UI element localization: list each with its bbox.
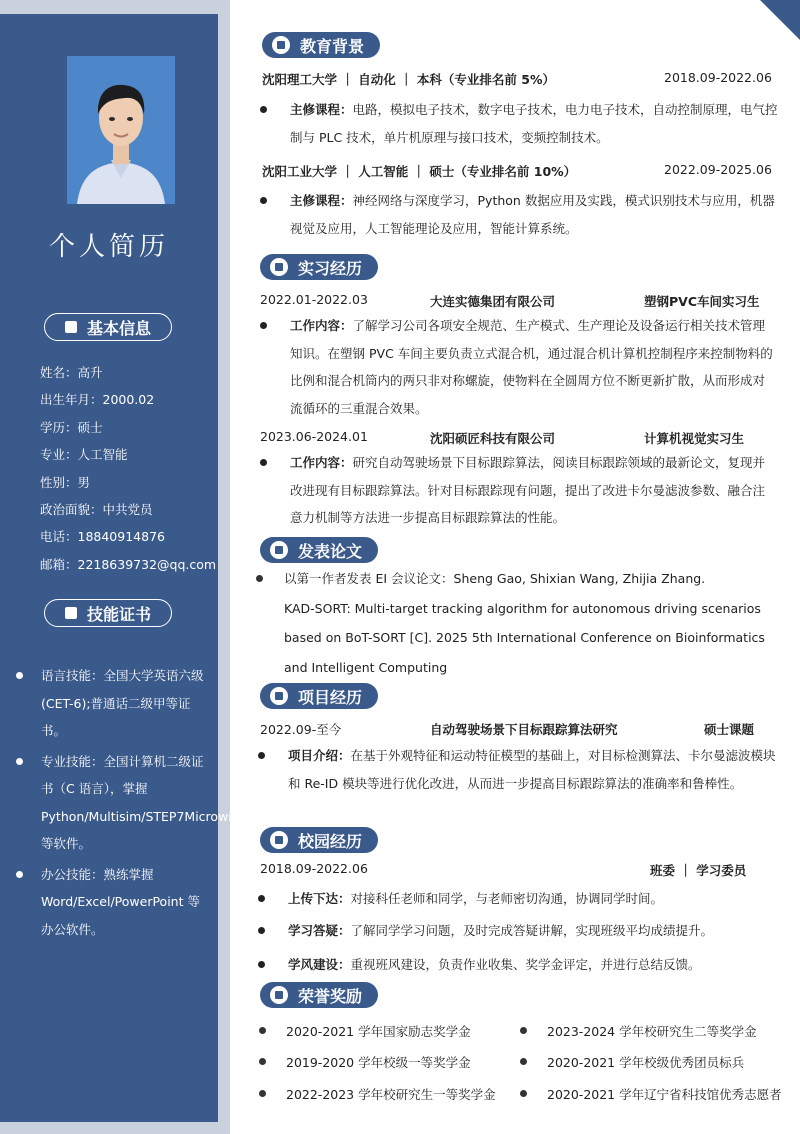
basic-info-list: [40, 359, 217, 578]
paper-line-2: KAD-SORT: Multi-target tracking algorithm for autonomous driving scenarios: [284, 600, 761, 616]
skills-list: [14, 662, 240, 946]
skill-item-office: 办公技能：熟练掌握 Word/Excel/PowerPoint 等办公软件。: [14, 861, 208, 944]
honor-left-2: 2019-2020 学年校级一等奖学金: [286, 1053, 471, 1071]
internship-date-2: 2023.06-2024.01: [260, 429, 368, 444]
internship-role-2: 计算机视觉实习生: [644, 431, 745, 446]
skill-item-language: 语言技能：全国大学英语六级(CET-6);普通话二级甲等证书。: [14, 662, 208, 745]
paper-line-1: 以第一作者发表 EI 会议论文：Sheng Gao, Shixian Wang, Zhijia Zhang.: [284, 571, 706, 586]
info-degree: 学历：硕士: [40, 419, 103, 435]
basic-info-heading-label: 基本信息: [86, 318, 151, 338]
campus-date: 2018.09-2022.06: [260, 861, 368, 876]
campus-role: 班委 ｜ 学习委员: [650, 863, 747, 878]
pen-icon: [270, 541, 288, 559]
certificate-icon: [65, 607, 77, 619]
basic-info-heading: [44, 313, 172, 341]
internship-date-1: 2022.01-2022.03: [260, 292, 368, 307]
project-type: 硕士课题: [704, 722, 755, 737]
campus-item-1: 上传下达：对接科任老师和同学，与老师密切沟通，协调同学时间。: [288, 885, 778, 913]
info-phone: 电话：18840914876: [40, 529, 165, 545]
trophy-icon: [270, 986, 288, 1004]
project-content: 项目介绍：在基于外观特征和运动特征模型的基础上，对目标检测算法、卡尔曼滤波模块和 Re-ID 模块等进行优化改进，从而进一步提高目标跟踪算法的准确率和鲁棒性。: [288, 742, 778, 797]
campus-item-2: 学习答疑：了解同学学习问题，及时完成答疑讲解，实现班级平均成绩提升。: [288, 917, 778, 945]
info-birth: 出生年月：2000.02: [40, 392, 155, 408]
info-major: 专业：人工智能: [40, 447, 128, 463]
paper-content: [284, 564, 794, 682]
project-heading: 项目经历: [260, 683, 378, 709]
internship-content-1: 工作内容：了解学习公司各项安全规范、生产模式、生产理论及设备运行相关技术管理知识。在塑钢 PVC 车间主要负责立式混合机，通过混合机计算机控制程序来控制物料的比例和混合机筒内的两只非对称螺旋，使物料在全圆周方位不断更新扩散，从而形成对流循环的三重混合效果。: [290, 312, 775, 422]
honor-right-3: 2020-2021 学年辽宁省科技馆优秀志愿者: [547, 1085, 782, 1103]
honor-left-1: 2020-2021 学年国家励志奖学金: [286, 1022, 471, 1040]
book-icon: [272, 36, 290, 54]
info-political: 政治面貌：中共党员: [40, 502, 153, 518]
education-courses-2: 主修课程：神经网络与深度学习，Python 数据应用及实践，模式识别技术与应用，机器视觉及应用，人工智能理论及应用，智能计算系统。: [290, 187, 780, 242]
layers-icon: [270, 831, 288, 849]
project-date: 2022.09-至今: [260, 722, 342, 737]
info-email: 邮箱：2218639732@qq.com: [40, 556, 217, 572]
project-name: 自动驾驶场景下目标跟踪算法研究: [430, 722, 618, 737]
internship-role-1: 塑钢PVC车间实习生: [644, 294, 760, 309]
internship-company-1: 大连实德集团有限公司: [430, 294, 556, 309]
honor-left-3: 2022-2023 学年校研究生一等奖学金: [286, 1085, 496, 1103]
paper-line-4: and Intelligent Computing: [284, 659, 448, 675]
briefcase-icon: [270, 258, 288, 276]
honor-right-1: 2023-2024 学年校研究生二等奖学金: [547, 1022, 757, 1040]
education-date-2: 2022.09-2025.06: [664, 162, 772, 177]
internship-company-2: 沈阳硕匠科技有限公司: [430, 431, 556, 446]
paper-heading: 发表论文: [260, 537, 378, 563]
resume-title: 个人简历: [48, 232, 169, 262]
skills-heading-label: 技能证书: [86, 604, 151, 624]
sidebar: [0, 14, 240, 1122]
internship-heading: 实习经历: [260, 254, 378, 280]
education-courses-1: 主修课程：电路，模拟电子技术，数字电子技术，电力电子技术，自动控制原理，电气控制与 PLC 技术，单片机原理与接口技术，变频控制技术。: [290, 96, 780, 151]
honors-heading: 荣誉奖励: [260, 982, 378, 1008]
skills-heading: [44, 599, 172, 627]
profile-photo: [67, 56, 175, 204]
corner-decoration: [730, 0, 800, 70]
education-school-2: 沈阳工业大学 ｜ 人工智能 ｜ 硕士（专业排名前 10%）: [262, 164, 577, 179]
id-card-icon: [65, 321, 77, 333]
internship-content-2: 工作内容：研究自动驾驶场景下目标跟踪算法，阅读目标跟踪领域的最新论文，复现并改进现有目标跟踪算法。针对目标跟踪现有问题，提出了改进卡尔曼滤波参数、融合注意力机制等方法进一步提高目标跟踪算法的性能。: [290, 449, 775, 532]
edit-icon: [270, 687, 288, 705]
info-name: 姓名：高升: [40, 365, 103, 380]
campus-item-3: 学风建设：重视班风建设，负责作业收集、奖学金评定，并进行总结反馈。: [288, 951, 778, 979]
skill-item-professional: 专业技能：全国计算机二级证书（C 语言），掌握 Python/Multisim/STEP7Microwin 等软件。: [14, 748, 208, 858]
education-school-1: 沈阳理工大学 ｜ 自动化 ｜ 本科（专业排名前 5%）: [262, 72, 555, 87]
honor-right-2: 2020-2021 学年校级优秀团员标兵: [547, 1053, 744, 1071]
education-date-1: 2018.09-2022.06: [664, 70, 772, 85]
campus-heading: 校园经历: [260, 827, 378, 853]
education-heading: 教育背景: [262, 32, 380, 58]
paper-line-3: based on BoT-SORT [C]. 2025 5th International Conference on Bioinformatics: [284, 630, 765, 645]
info-gender: 性别：男: [40, 474, 91, 490]
